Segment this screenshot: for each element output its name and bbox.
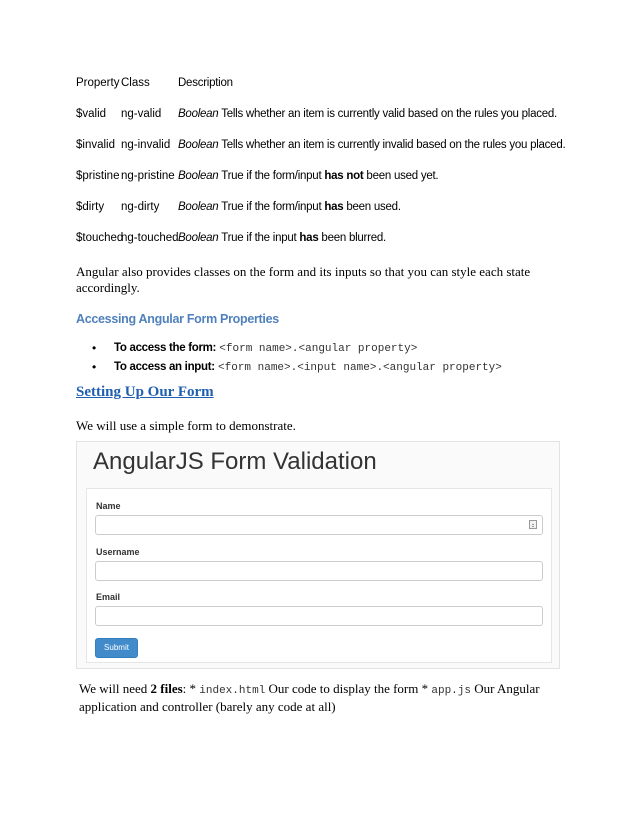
autofill-icon bbox=[529, 520, 537, 529]
accessing-properties-heading: Accessing Angular Form Properties bbox=[76, 312, 279, 326]
property-cell: $pristine bbox=[76, 170, 120, 182]
description-cell bbox=[178, 169, 438, 183]
file-app-js: app.js bbox=[431, 685, 471, 697]
description-text: True if the input bbox=[221, 232, 300, 244]
class-cell: ng-touched bbox=[121, 232, 179, 244]
files-mid: Our code to display the form * bbox=[265, 681, 432, 696]
code-snippet: <form name>.<angular property> bbox=[219, 343, 418, 355]
bullet-dot: • bbox=[92, 360, 97, 374]
bullet-label: To access an input: bbox=[114, 361, 215, 373]
files-lead: We will need bbox=[79, 681, 151, 696]
demo-paragraph: We will use a simple form to demonstrate. bbox=[76, 418, 296, 433]
intro-paragraph: Angular also provides classes on the form and its inputs so that you can style each state accordingly. bbox=[76, 264, 531, 295]
form-panel bbox=[86, 488, 552, 663]
class-cell: ng-invalid bbox=[121, 139, 171, 151]
bullet-label: To access the form: bbox=[114, 342, 217, 354]
header-description: Description bbox=[178, 77, 233, 89]
username-label: Username bbox=[96, 547, 140, 557]
type-text: Boolean bbox=[178, 108, 219, 120]
description-cell bbox=[178, 107, 557, 121]
file-index-html: index.html bbox=[199, 685, 266, 697]
files-count: 2 files bbox=[150, 681, 183, 696]
property-cell: $dirty bbox=[76, 201, 105, 213]
class-cell: ng-pristine bbox=[121, 170, 175, 182]
files-tail: Our Angular application and controller (barely any code at all) bbox=[79, 681, 540, 714]
type-text: Boolean bbox=[178, 201, 219, 213]
email-label: Email bbox=[96, 592, 121, 602]
property-cell: $invalid bbox=[76, 139, 115, 151]
name-input[interactable] bbox=[95, 515, 543, 535]
emphasis-text: has bbox=[299, 232, 319, 244]
submit-button[interactable]: Submit bbox=[95, 638, 138, 658]
description-cell bbox=[178, 138, 565, 152]
description-cell bbox=[178, 231, 386, 245]
class-cell: ng-dirty bbox=[121, 201, 160, 213]
class-cell: ng-valid bbox=[121, 108, 162, 120]
type-text: Boolean bbox=[178, 170, 219, 182]
setting-up-form-heading[interactable]: Setting Up Our Form bbox=[76, 384, 214, 400]
type-text: Boolean bbox=[178, 139, 219, 151]
description-cell bbox=[178, 200, 401, 214]
list-item bbox=[92, 358, 502, 377]
emphasis-text: has not bbox=[324, 170, 364, 182]
files-colon: : * bbox=[182, 681, 200, 696]
code-snippet: <form name>.<input name>.<angular property> bbox=[218, 362, 502, 374]
description-text: True if the form/input bbox=[221, 170, 325, 182]
property-cell: $valid bbox=[76, 108, 107, 120]
bullet-dot: • bbox=[92, 341, 97, 355]
header-property: Property bbox=[76, 77, 120, 89]
description-text: Tells whether an item is currently invalid based on the rules you placed. bbox=[221, 139, 566, 151]
description-tail: been used. bbox=[343, 201, 401, 213]
type-text: Boolean bbox=[178, 232, 219, 244]
username-input[interactable] bbox=[95, 561, 543, 581]
description-tail: been blurred. bbox=[318, 232, 386, 244]
description-text: Tells whether an item is currently valid based on the rules you placed. bbox=[221, 108, 557, 120]
list-item bbox=[92, 339, 502, 358]
files-paragraph bbox=[79, 681, 569, 715]
screenshot-title: AngularJS Form Validation bbox=[93, 448, 377, 475]
header-class: Class bbox=[121, 77, 150, 89]
emphasis-text: has bbox=[324, 201, 344, 213]
email-input[interactable] bbox=[95, 606, 543, 626]
description-text: True if the form/input bbox=[221, 201, 325, 213]
name-label: Name bbox=[96, 501, 121, 511]
description-tail: been used yet. bbox=[363, 170, 439, 182]
property-cell: $touched bbox=[76, 232, 124, 244]
form-screenshot bbox=[76, 441, 560, 669]
bullet-list bbox=[92, 339, 502, 377]
